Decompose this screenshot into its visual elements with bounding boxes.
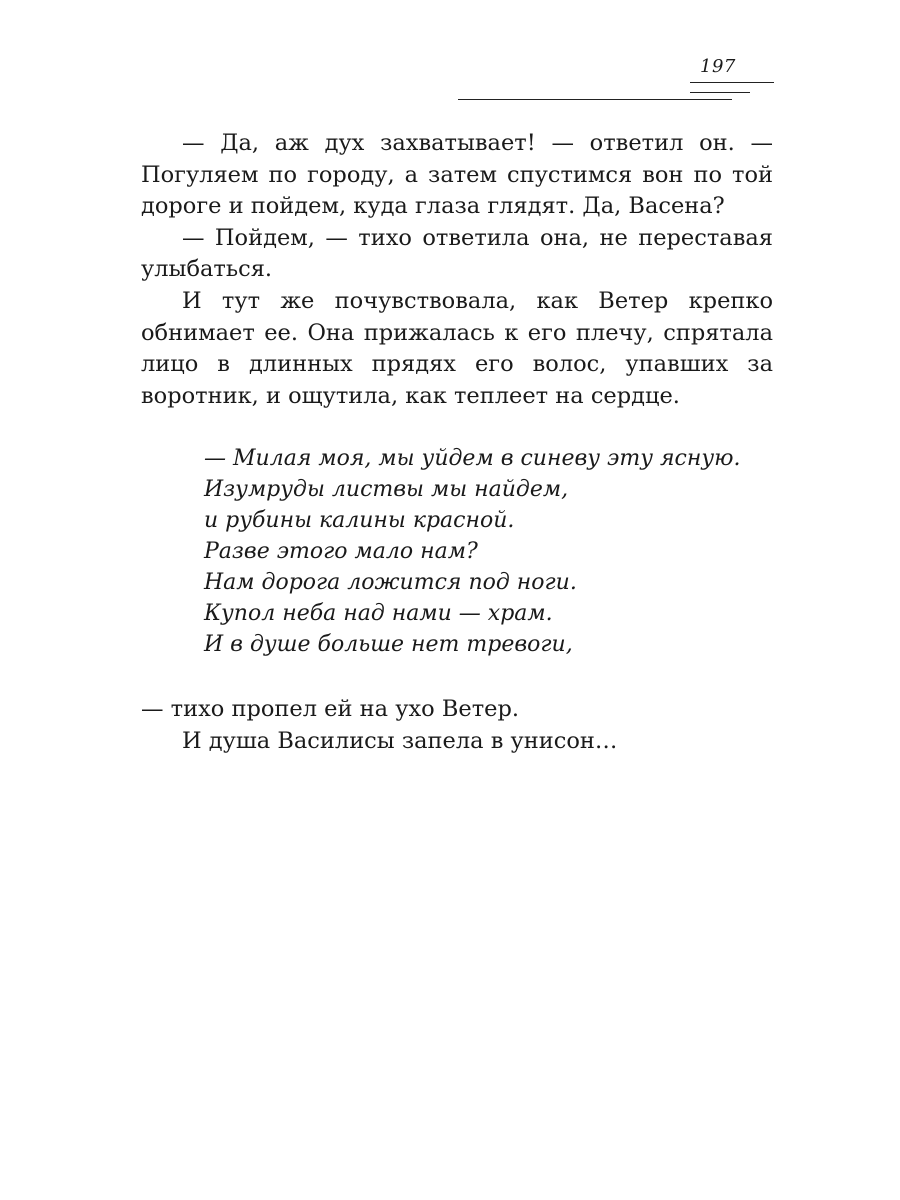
poem-line: Нам дорога ложится под ноги. — [204, 570, 577, 596]
paragraph-dialogue-1: — Да, аж дух захватывает! — ответил он. — Погуляем по городу, а затем спустимся вон по той дороге и пойдем, куда глаза глядят. Да, Васена? — [141, 130, 773, 220]
page-body — [141, 128, 773, 758]
poem — [204, 443, 773, 660]
page-number: 197 — [700, 56, 736, 77]
poem-line: — Милая моя, мы уйдем в синеву эту ясную. — [204, 446, 741, 472]
poem-line: И в душе больше нет тревоги, — [204, 632, 573, 658]
paragraph-dialogue-2: — Пойдем, — тихо ответила она, не переставая улыбаться. — [141, 224, 773, 283]
paragraph-final: И душа Василисы запела в унисон… — [182, 727, 618, 754]
poem-line: и рубины калины красной. — [204, 508, 515, 534]
poem-line: Изумруды листвы мы найдем, — [204, 477, 569, 503]
paragraph-after-poem: — тихо пропел ей на ухо Ветер. — [141, 696, 520, 723]
poem-line: Разве этого мало нам? — [204, 539, 478, 565]
header-rule-top — [690, 82, 774, 83]
header-rule-long — [458, 99, 732, 100]
poem-line: Купол неба над нами — храм. — [204, 601, 553, 627]
header-rule-middle — [690, 92, 750, 93]
paragraph-narration: И тут же почувствовала, как Ветер крепко обнимает ее. Она прижалась к его плечу, спрятала лицо в длинных прядях его волос, упавших за воротник, и ощутила, как теплеет на сердце. — [141, 287, 773, 409]
